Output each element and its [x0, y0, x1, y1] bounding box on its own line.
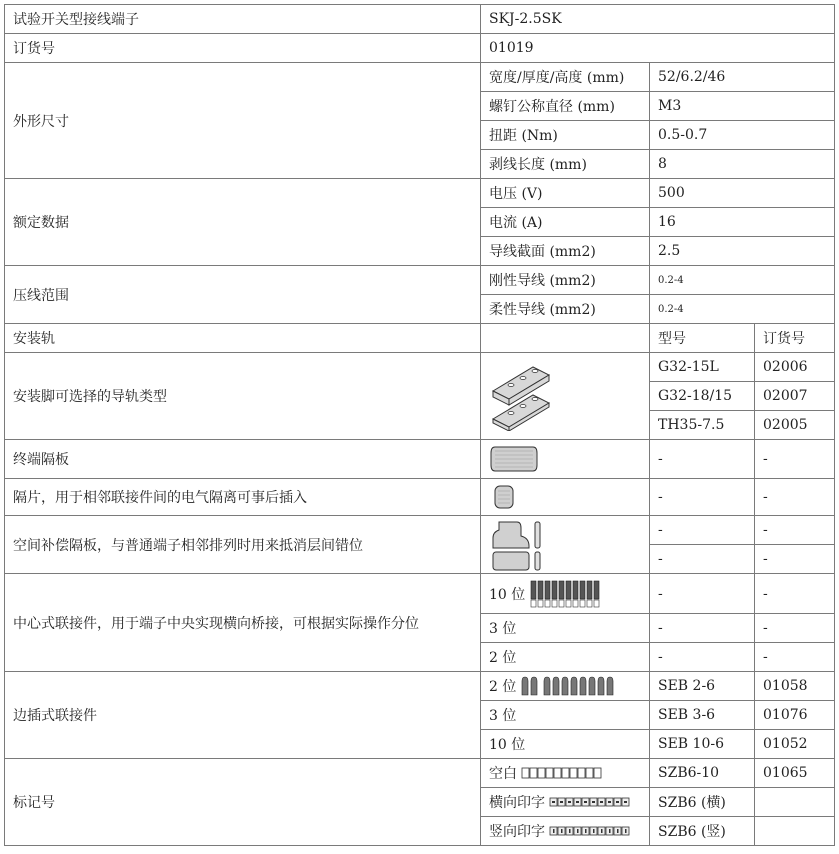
col-header-model: 型号 — [650, 324, 755, 353]
marker-name: 横向印字 — [489, 795, 545, 811]
side-jumper-icon — [520, 675, 614, 697]
order-cell: 02005 — [755, 411, 835, 440]
row-value: 01019 — [481, 34, 835, 63]
order-cell: - — [755, 614, 835, 643]
group-label: 外形尺寸 — [5, 63, 481, 179]
empty-cell — [481, 324, 650, 353]
group-label: 安装脚可选择的导轨类型 — [5, 353, 481, 440]
table-row — [5, 516, 835, 545]
marker-strip-blank-icon — [521, 766, 603, 780]
table-row — [5, 63, 835, 92]
spec-value: 0.5-0.7 — [650, 121, 835, 150]
marker-strip-horizontal-icon — [549, 796, 631, 808]
spec-value: 2.5 — [650, 237, 835, 266]
group-label: 终端隔板 — [5, 440, 481, 479]
group-label: 压线范围 — [5, 266, 481, 324]
model-cell: - — [650, 545, 755, 574]
row-value: SKJ-2.5SK — [481, 5, 835, 34]
spec-name: 宽度/厚度/高度 (mm) — [481, 63, 650, 92]
spec-name: 螺钉公称直径 (mm) — [481, 92, 650, 121]
order-cell: 01052 — [755, 730, 835, 759]
model-cell: SZB6 (横) — [650, 788, 755, 817]
spec-value: 0.2-4 — [650, 266, 835, 295]
col-header-order: 订货号 — [755, 324, 835, 353]
model-cell: - — [650, 574, 755, 614]
order-cell: 01065 — [755, 759, 835, 788]
model-cell: - — [650, 516, 755, 545]
table-row — [5, 440, 835, 479]
spec-value: 8 — [650, 150, 835, 179]
table-row — [5, 324, 835, 353]
group-label: 安装轨 — [5, 324, 481, 353]
group-label: 中心式联接件，用于端子中央实现横向桥接，可根据实际操作分位 — [5, 574, 481, 672]
model-cell: G32-18/15 — [650, 382, 755, 411]
group-label: 边插式联接件 — [5, 672, 481, 759]
group-label: 隔片，用于相邻联接件间的电气隔离可事后插入 — [5, 479, 481, 516]
position-cell — [481, 672, 650, 701]
spec-value: 52/6.2/46 — [650, 63, 835, 92]
order-cell: 01076 — [755, 701, 835, 730]
model-cell: SEB 2-6 — [650, 672, 755, 701]
spec-name: 导线截面 (mm2) — [481, 237, 650, 266]
marker-strip-vertical-icon — [549, 825, 631, 837]
spec-name: 扭距 (Nm) — [481, 121, 650, 150]
rail-image-cell — [481, 353, 650, 440]
order-cell: 02006 — [755, 353, 835, 382]
position-label: 2 位 — [489, 679, 517, 695]
position-label: 3 位 — [481, 701, 650, 730]
marker-name: 空白 — [489, 766, 517, 782]
table-row — [5, 574, 835, 614]
order-cell: - — [755, 574, 835, 614]
order-cell: - — [755, 545, 835, 574]
spec-name: 电压 (V) — [481, 179, 650, 208]
model-cell: G32-15L — [650, 353, 755, 382]
order-cell — [755, 788, 835, 817]
spec-value: 16 — [650, 208, 835, 237]
spec-name: 刚性导线 (mm2) — [481, 266, 650, 295]
spec-value: 500 — [650, 179, 835, 208]
spec-value: 0.2-4 — [650, 295, 835, 324]
table-row — [5, 759, 835, 788]
end-plate-icon — [489, 445, 539, 473]
model-cell: SEB 10-6 — [650, 730, 755, 759]
order-cell: - — [755, 643, 835, 672]
marker-cell — [481, 759, 650, 788]
marker-name: 竖向印字 — [489, 824, 545, 840]
din-rail-icon — [489, 361, 559, 431]
table-row — [5, 5, 835, 34]
order-cell: 02007 — [755, 382, 835, 411]
model-cell: - — [650, 614, 755, 643]
row-label: 订货号 — [5, 34, 481, 63]
order-cell: - — [755, 440, 835, 479]
compensation-plate-icon — [489, 518, 545, 572]
spec-name: 电流 (A) — [481, 208, 650, 237]
order-cell: - — [755, 516, 835, 545]
model-cell: SEB 3-6 — [650, 701, 755, 730]
table-row — [5, 34, 835, 63]
spec-name: 剥线长度 (mm) — [481, 150, 650, 179]
image-cell — [481, 440, 650, 479]
position-label: 3 位 — [481, 614, 650, 643]
model-cell: SZB6 (竖) — [650, 817, 755, 846]
image-cell — [481, 479, 650, 516]
model-cell: SZB6-10 — [650, 759, 755, 788]
table-row — [5, 479, 835, 516]
model-cell: - — [650, 643, 755, 672]
table-row — [5, 266, 835, 295]
position-cell — [481, 574, 650, 614]
model-cell: - — [650, 440, 755, 479]
table-row — [5, 353, 835, 382]
table-row — [5, 179, 835, 208]
position-label: 2 位 — [481, 643, 650, 672]
group-label: 空间补偿隔板，与普通端子相邻排列时用来抵消层间错位 — [5, 516, 481, 574]
order-cell: - — [755, 479, 835, 516]
model-cell: TH35-7.5 — [650, 411, 755, 440]
image-cell — [481, 516, 650, 574]
row-label: 试验开关型接线端子 — [5, 5, 481, 34]
order-cell: 01058 — [755, 672, 835, 701]
table-row — [5, 672, 835, 701]
central-jumper-icon — [529, 579, 601, 609]
spec-name: 柔性导线 (mm2) — [481, 295, 650, 324]
spec-table — [4, 4, 835, 846]
position-label: 10 位 — [489, 586, 526, 603]
spec-value: M3 — [650, 92, 835, 121]
position-label: 10 位 — [481, 730, 650, 759]
marker-cell — [481, 817, 650, 846]
group-label: 额定数据 — [5, 179, 481, 266]
partition-plate-icon — [489, 484, 519, 510]
group-label: 标记号 — [5, 759, 481, 846]
model-cell: - — [650, 479, 755, 516]
marker-cell — [481, 788, 650, 817]
order-cell — [755, 817, 835, 846]
